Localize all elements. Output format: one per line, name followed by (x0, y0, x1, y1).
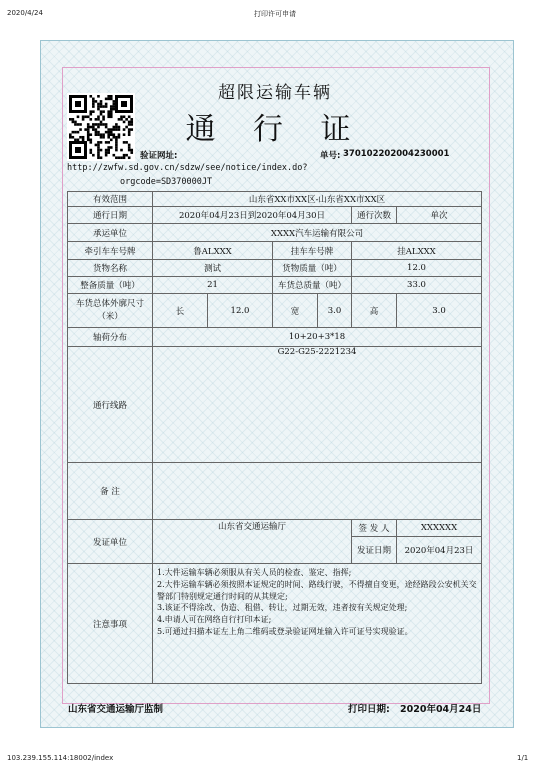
verify-url-label: 验证网址: (140, 151, 178, 161)
qr-code-icon (67, 93, 135, 161)
value-cargo-name: 测试 (153, 260, 273, 277)
footer-url: 103.239.155.114:18002/index (7, 754, 114, 762)
notes-list (153, 564, 482, 684)
value-dates: 2020年04月23日到2020年04月30日 (153, 207, 352, 224)
label-notes: 注意事项 (68, 564, 153, 684)
print-page-title: 打印许可申请 (254, 10, 296, 18)
verify-url-line-2[interactable]: orgcode=SD370000JT (120, 177, 213, 187)
label-curb-mass: 整备质量（吨） (68, 277, 153, 294)
row-notes (68, 564, 482, 684)
value-length: 12.0 (208, 294, 273, 328)
notes-item: 4.申请人可在网络自行打印本证; (157, 615, 272, 625)
label-height: 高 (352, 294, 397, 328)
value-axle-load: 10+20+3*18 (153, 328, 482, 347)
label-remarks: 备 注 (68, 463, 153, 520)
row-mass (68, 277, 482, 294)
value-remarks (153, 463, 482, 520)
label-cargo-mass: 货物质量（吨） (273, 260, 352, 277)
label-route: 通行线路 (68, 347, 153, 463)
row-plates (68, 242, 482, 260)
print-date-label: 打印日期: (348, 704, 390, 715)
permit-title-big: 通 行 证 (185, 112, 365, 147)
permit-details-table (67, 191, 482, 684)
label-dimensions: 车货总体外廓尺寸（米） (68, 294, 153, 328)
value-width: 3.0 (318, 294, 352, 328)
value-trailer-plate: 挂ALXXX (352, 242, 482, 260)
value-cargo-mass: 12.0 (352, 260, 482, 277)
value-gross-mass: 33.0 (352, 277, 482, 294)
print-date-header: 2020/4/24 (7, 9, 43, 17)
label-dates: 通行日期 (68, 207, 153, 224)
value-height: 3.0 (397, 294, 482, 328)
print-date-value: 2020年04月24日 (400, 704, 482, 715)
row-valid-range (68, 192, 482, 207)
serial-number-value: 370102202004230001 (343, 149, 450, 159)
row-dimensions (68, 294, 482, 328)
label-issuer: 发证单位 (68, 520, 153, 564)
row-remarks (68, 463, 482, 520)
label-trailer-plate: 挂车车号牌 (273, 242, 352, 260)
value-route: G22-G25-2221234 (153, 347, 482, 463)
supervisor-label: 山东省交通运输厅监制 (68, 704, 164, 715)
row-dates (68, 207, 482, 224)
label-gross-mass: 车货总质量（吨） (273, 277, 352, 294)
value-valid-range: 山东省XX市XX区-山东省XX市XX区 (153, 192, 482, 207)
footer-page-number: 1/1 (517, 754, 529, 762)
value-issue-date: 2020年04月23日 (397, 537, 482, 564)
value-signer: XXXXXX (397, 520, 482, 537)
notes-item: 1.大件运输车辆必须服从有关人员的检查、鉴定、指挥; (157, 568, 352, 577)
verify-url-line-1[interactable]: http://zwfw.sd.gov.cn/sdzw/see/notice/index.do? (67, 163, 308, 173)
permit-title-small: 超限运输车辆 (218, 83, 332, 103)
notes-item: 5.可通过扫描本证左上角二维码或登录验证网址输入许可证号实现验证。 (157, 627, 413, 637)
label-signer: 签 发 人 (352, 520, 397, 537)
value-tractor-plate: 鲁ALXXX (153, 242, 273, 260)
value-pass-count: 单次 (397, 207, 482, 224)
serial-number-label: 单号: (320, 151, 341, 161)
value-carrier: XXXX汽车运输有限公司 (153, 224, 482, 242)
label-carrier: 承运单位 (68, 224, 153, 242)
label-width: 宽 (273, 294, 318, 328)
notes-item: 2.大件运输车辆必须按照本证规定的时间、路线行驶，不得擅自变更，途经路段公安机关交警部门特别规定通行时间的从其规定; (157, 579, 477, 601)
label-tractor-plate: 牵引车车号牌 (68, 242, 153, 260)
label-pass-count: 通行次数 (352, 207, 397, 224)
label-cargo-name: 货物名称 (68, 260, 153, 277)
label-valid-range: 有效范围 (68, 192, 153, 207)
row-carrier (68, 224, 482, 242)
label-axle-load: 轴荷分布 (68, 328, 153, 347)
label-length: 长 (153, 294, 208, 328)
value-curb-mass: 21 (153, 277, 273, 294)
row-issuer-1 (68, 520, 482, 537)
row-cargo (68, 260, 482, 277)
notes-item: 3.该证不得涂改、伪造、租借、转让，过期无效，违者按有关规定处理; (157, 603, 408, 613)
row-axle (68, 328, 482, 347)
label-issue-date: 发证日期 (352, 537, 397, 564)
row-route (68, 347, 482, 463)
value-issuer: 山东省交通运输厅 (153, 520, 352, 564)
